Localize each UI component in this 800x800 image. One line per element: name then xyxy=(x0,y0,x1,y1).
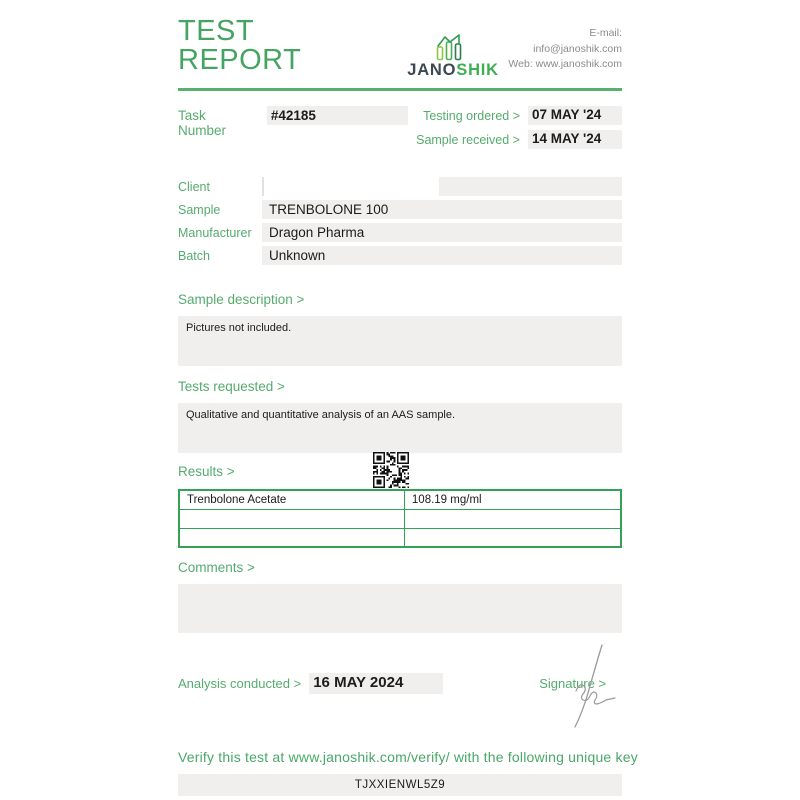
comments-box xyxy=(178,584,622,633)
analysis-date: 16 MAY 2024 xyxy=(309,673,443,694)
table-row xyxy=(179,509,621,528)
result-value-cell xyxy=(404,509,621,528)
unique-key: TJXXIENWL5Z9 xyxy=(178,774,622,796)
contact-email: E-mail: info@janoshik.com xyxy=(533,27,622,55)
bar-chart-logo-icon xyxy=(436,34,470,61)
result-analyte-cell: Trenbolone Acetate xyxy=(179,490,404,509)
sample-received-date: 14 MAY '24 xyxy=(528,130,622,149)
batch-label: Batch xyxy=(178,249,210,263)
batch-row xyxy=(178,246,622,265)
analysis-signature-row xyxy=(178,673,622,694)
signature-label: Signature > xyxy=(539,676,607,691)
manufacturer-row xyxy=(178,223,622,242)
table-row xyxy=(179,490,621,509)
testing-ordered-date: 07 MAY '24 xyxy=(528,106,622,125)
client-row xyxy=(178,177,622,196)
header-divider xyxy=(178,88,622,91)
testing-ordered-label: Testing ordered > xyxy=(423,108,520,123)
results-table xyxy=(178,489,622,548)
dates-block xyxy=(408,106,622,149)
analysis-conducted-label: Analysis conducted > xyxy=(178,676,302,691)
comments-label: Comments > xyxy=(178,560,255,575)
sample-description-label: Sample description > xyxy=(178,292,305,307)
contact-info xyxy=(499,26,622,78)
results-section xyxy=(178,464,622,548)
logo-wordmark xyxy=(407,62,499,79)
logo-text-jano: JANO xyxy=(407,60,457,79)
page-title: TEST REPORT xyxy=(178,15,302,76)
logo-text-shik: SHIK xyxy=(456,60,499,79)
task-section xyxy=(178,106,622,149)
task-number-value: #42185 xyxy=(267,106,408,125)
results-label: Results > xyxy=(178,464,235,479)
table-row xyxy=(179,528,621,547)
tests-requested-box: Qualitative and quantitative analysis of an AAS sample. xyxy=(178,403,622,453)
result-value-cell: 108.19 mg/ml xyxy=(404,490,621,509)
sample-received-label: Sample received > xyxy=(416,132,520,147)
sample-details xyxy=(178,177,622,265)
sample-label: Sample xyxy=(178,203,221,217)
verify-instruction: Verify this test at www.janoshik.com/verify/ with the following unique key xyxy=(178,749,638,765)
report-content xyxy=(178,0,638,796)
batch-value: Unknown xyxy=(262,246,622,265)
manufacturer-value: Dragon Pharma xyxy=(262,223,622,242)
task-number-label: Task Number xyxy=(178,108,227,138)
qr-code-icon xyxy=(373,452,409,488)
result-analyte-cell xyxy=(179,528,404,547)
contact-web: Web: www.janoshik.com xyxy=(508,57,622,70)
client-value xyxy=(262,177,622,196)
manufacturer-label: Manufacturer xyxy=(178,226,252,240)
sample-value: TRENBOLONE 100 xyxy=(262,200,622,219)
janoshik-logo xyxy=(407,34,499,79)
sample-row xyxy=(178,200,622,219)
sample-description-box: Pictures not included. xyxy=(178,316,622,366)
sample-received-row xyxy=(408,130,622,149)
client-label: Client xyxy=(178,180,210,194)
client-redaction-block xyxy=(439,177,622,196)
report-header xyxy=(178,15,622,79)
tests-requested-label: Tests requested > xyxy=(178,379,285,394)
result-analyte-cell xyxy=(179,509,404,528)
result-value-cell xyxy=(404,528,621,547)
signature-icon xyxy=(562,643,618,729)
testing-ordered-row xyxy=(408,106,622,125)
